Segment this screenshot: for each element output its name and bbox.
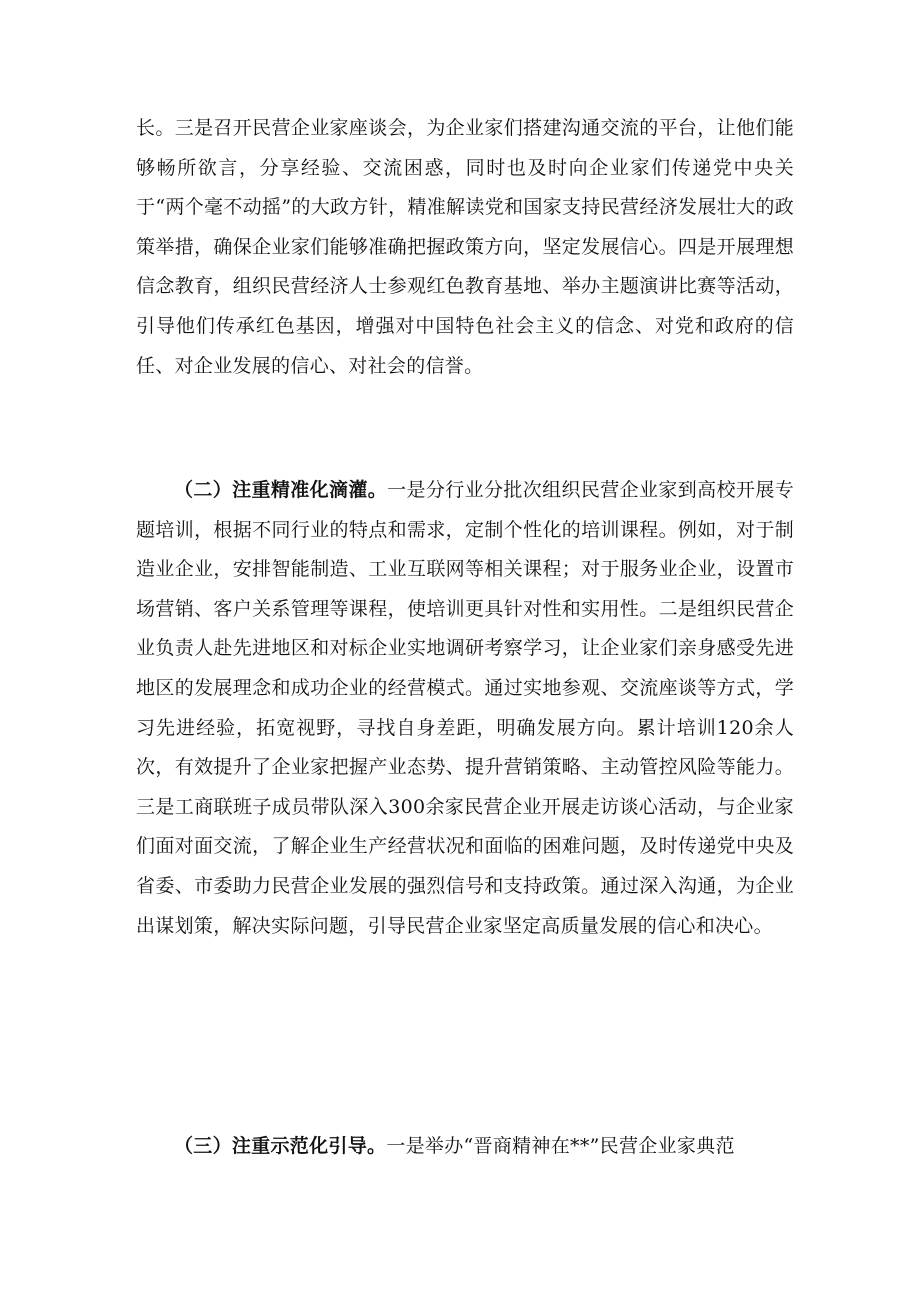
paragraph-continued xyxy=(136,109,794,386)
section-heading: （二）注重精准化滴灌。 xyxy=(174,479,388,501)
section-heading: （三）注重示范化引导。 xyxy=(174,1135,387,1157)
paragraph-demonstration-guidance xyxy=(136,1127,794,1167)
paragraph-body: 一是举办“晋商精神在**”民营企业家典范 xyxy=(386,1135,735,1157)
paragraph-body: 长。三是召开民营企业家座谈会，为企业家们搭建沟通交流的平台，让他们能够畅所欲言，分享经验、交流困惑，同时也及时向企业家们传递党中央关于“两个毫不动摇”的大政方针，精准解读党和国家支持民营经济发展壮大的政策举措，确保企业家们能够准确把握政策方向，坚定发展信心。四是开展理想信念教育，组织民营经济人士参观红色教育基地、举办主题演讲比赛等活动，引导他们传承红色基因，增强对中国特色社会主义的信念、对党和政府的信任、对企业发展的信心、对社会的信誉。 xyxy=(136,117,794,377)
paragraph-body: 一是分行业分批次组织民营企业家到高校开展专题培训，根据不同行业的特点和需求，定制个性化的培训课程。例如，对于制造业企业，安排智能制造、工业互联网等相关课程；对于服务业企业，设置市场营销、客户关系管理等课程，使培训更具针对性和实用性。二是组织民营企业负责人赴先进地区和对标企业实地调研考察学习，让企业家们亲身感受先进地区的发展理念和成功企业的经营模式。通过实地参观、交流座谈等方式，学习先进经验，拓宽视野，寻找自身差距，明确发展方向。累计培训120余人次，有效提升了企业家把握产业态势、提升营销策略、主动管控风险等能力。三是工商联班子成员带队深入300余家民营企业开展走访谈心活动，与企业家们面对面交流，了解企业生产经营状况和面临的困难问题，及时传递党中央及省委、市委助力民营企业发展的强烈信号和支持政策。通过深入沟通，为企业出谋划策，解决实际问题，引导民营企业家坚定高质量发展的信心和决心。 xyxy=(136,479,794,937)
paragraph-precision-training xyxy=(136,471,794,946)
